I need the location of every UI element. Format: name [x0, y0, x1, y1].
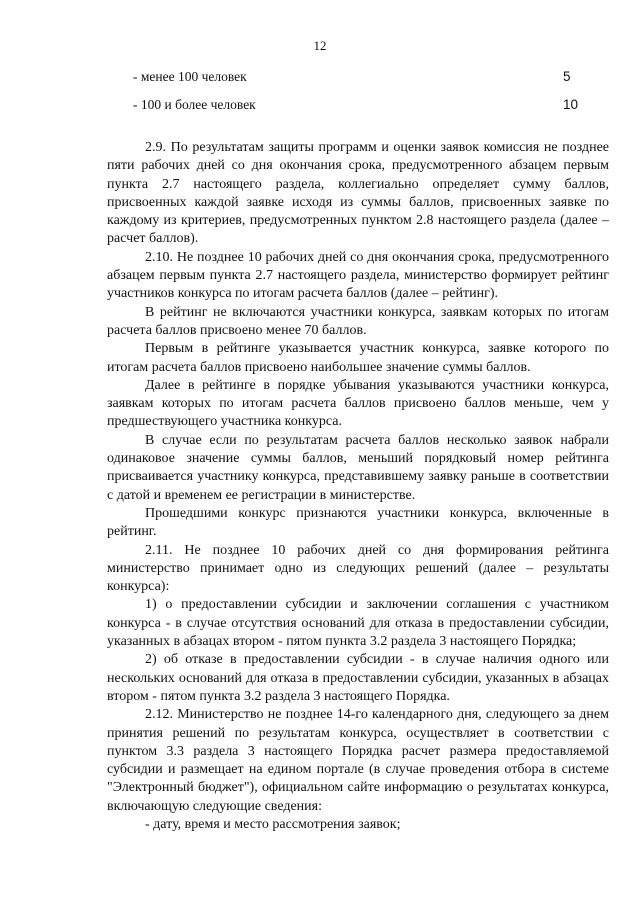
paragraph-2-9: 2.9. По результатам защиты программ и оценки заявок комиссия не позднее пяти рабочих дней со дня окончания срока, предусмотренного абзацем первым пункта 2.7 настоящего раздела, коллегиально определяет сумму баллов, присвоенных каждой заявке исходя из суммы баллов, присвоенных заявке по каждому из критериев, предусмотренных пунктом 2.8 настоящего раздела (далее – расчет баллов).	[107, 140, 609, 247]
score-row-label: - 100 и более человек	[133, 97, 256, 112]
list-item: 1) о предоставлении субсидии и заключении соглашения с участником конкурса - в случае отсутствия оснований для отказа в предоставлении субсидии, указанных в абзацах втором - пятом пункта 3.2 раздела 3 настоящего Порядка;	[107, 597, 609, 650]
body-text	[107, 139, 609, 834]
paragraph: В случае если по результатам расчета баллов несколько заявок набрали одинаковое значение суммы баллов, меньший порядковый номер рейтинга присваивается участнику конкурса, представившему заявку раньше в соответствии с датой и временем ее регистрации в министерстве.	[107, 432, 609, 503]
paragraph-2-11: 2.11. Не позднее 10 рабочих дней со дня формирования рейтинга министерство принимает одно из следующих решений (далее – результаты конкурса):	[107, 542, 609, 595]
list-item: - дату, время и место рассмотрения заявок;	[145, 816, 401, 832]
page-number: 12	[313, 38, 327, 53]
list-item: 2) об отказе в предоставлении субсидии - в случае наличия одного или нескольких оснований для отказа в предоставлении субсидии, указанных в абзацах втором - пятом пункта 3.2 раздела 3 настоящего Порядка.	[107, 652, 609, 704]
paragraph: Прошедшими конкурс признаются участники конкурса, включенные в рейтинг.	[107, 505, 609, 540]
paragraph: В рейтинг не включаются участники конкурса, заявкам которых по итогам расчета баллов присвоено менее 70 баллов.	[107, 304, 609, 338]
paragraph: Далее в рейтинге в порядке убывания указываются участники конкурса, заявкам которых по итогам расчета баллов присвоено баллов меньше, чем у предшествующего участника конкурса.	[107, 377, 609, 430]
score-row-label: - менее 100 человек	[133, 69, 247, 84]
score-row-value: 5	[563, 69, 571, 84]
paragraph-2-12: 2.12. Министерство не позднее 14-го календарного дня, следующего за днем принятия решений по результатам конкурса, осуществляет в соответствии с пунктом 3.3 раздела 3 настоящего Порядка расчет размера предоставляемой субсидии и размещает на едином портале (в случае проведения отбора в системе "Электронный бюджет"), официальном сайте информацию о результатах конкурса, включающую следующие сведения:	[107, 707, 609, 814]
paragraph: Первым в рейтинге указывается участник конкурса, заявке которого по итогам расчета баллов присвоено наибольшее значение суммы баллов.	[107, 341, 609, 375]
score-row	[133, 69, 593, 89]
score-row-value: 10	[563, 97, 579, 112]
paragraph-2-10: 2.10. Не позднее 10 рабочих дней со дня окончания срока, предусмотренного абзацем первым пункта 2.7 настоящего раздела, министерство формирует рейтинг участников конкурса по итогам расчета баллов (далее – рейтинг).	[107, 249, 609, 302]
score-row	[133, 97, 593, 117]
